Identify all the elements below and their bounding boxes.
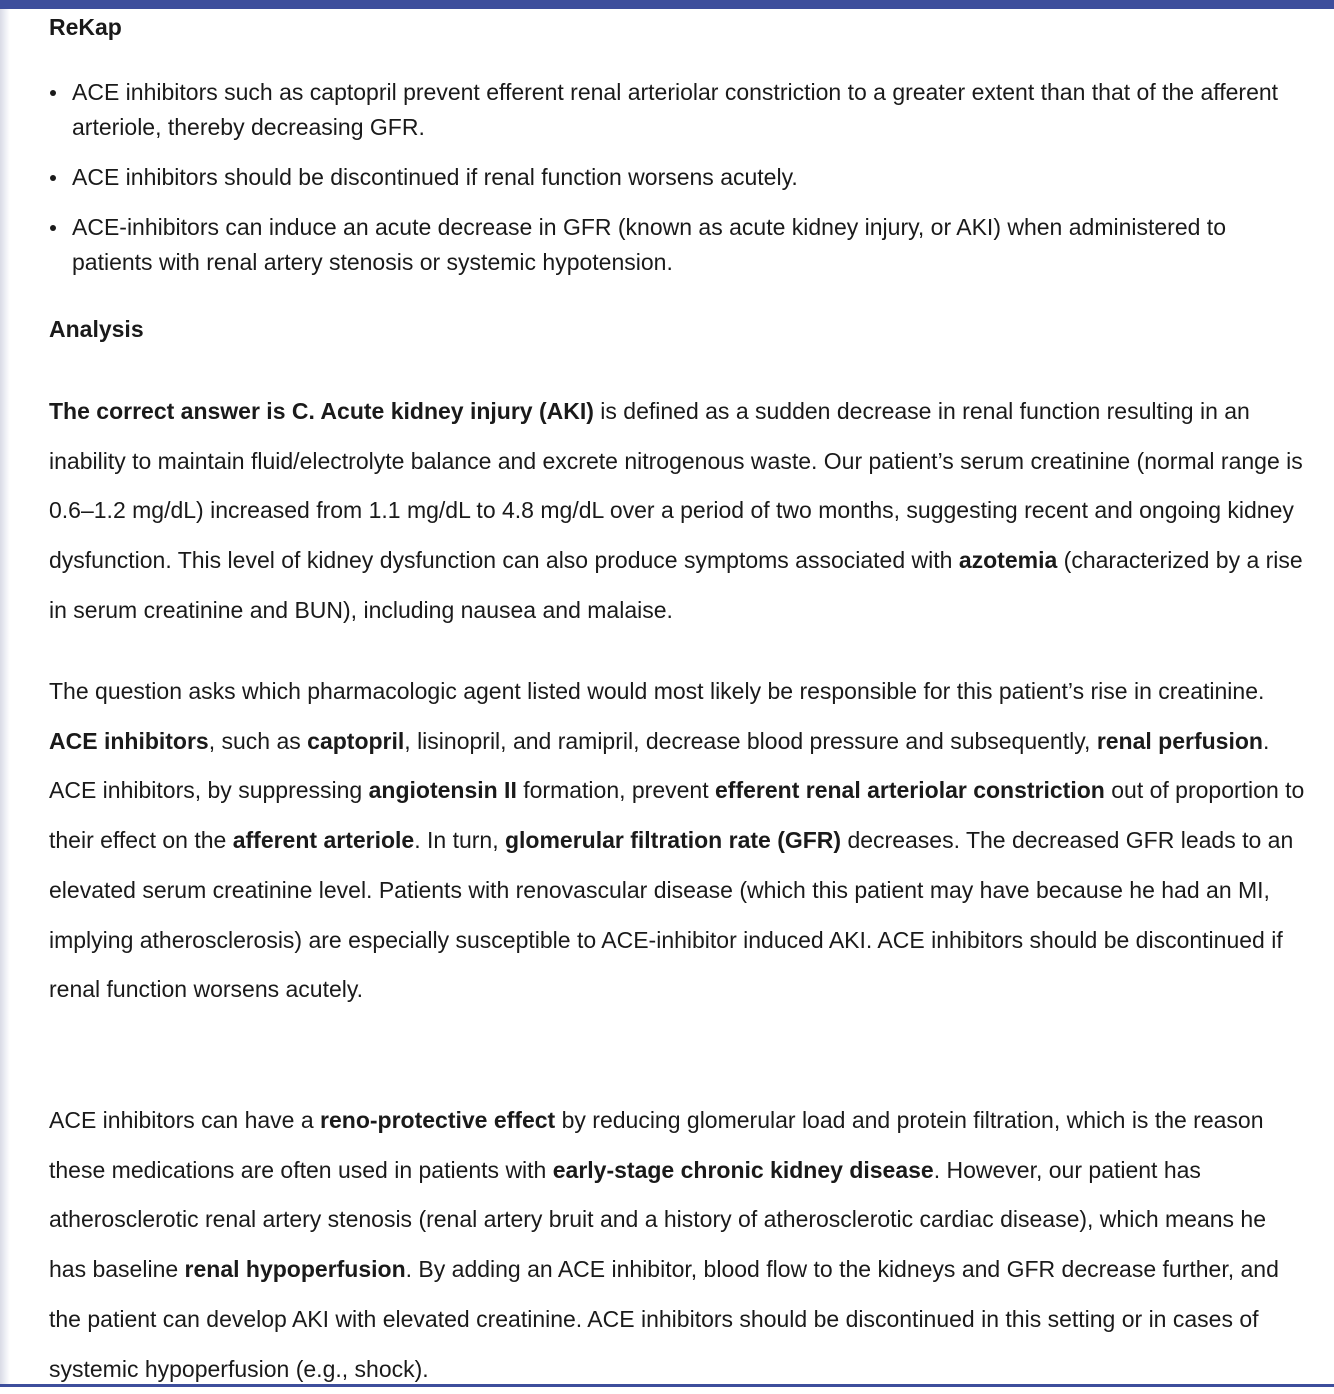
key-term: efferent renal arteriolar constriction bbox=[715, 777, 1105, 804]
rekap-item: ACE inhibitors should be discontinued if renal function worsens acutely. bbox=[49, 160, 1309, 195]
key-term: early-stage chronic kidney disease bbox=[552, 1156, 934, 1183]
key-term: renal perfusion bbox=[1096, 727, 1263, 754]
text-run: decreases. The decreased GFR leads to an elevated serum creatinine level. Patients with renovascular disease (which this patient may have because he had an MI, implying atherosclerosis) are especially susceptible to ACE-inhibitor induced AKI. ACE inhibitors should be discontinued if renal function worsens acutely. bbox=[49, 827, 1294, 1003]
key-term: azotemia bbox=[958, 547, 1058, 574]
analysis-paragraph-3 bbox=[49, 1096, 1309, 1394]
key-term: captopril bbox=[307, 727, 405, 754]
key-term: afferent arteriole bbox=[232, 827, 415, 854]
text-run: by reducing glomerular load and protein filtration, which is the reason these medications are often used in patients with bbox=[49, 1107, 1264, 1183]
text-run: . However, our patient has atherosclerotic renal artery stenosis (renal artery bruit and a history of atherosclerotic cardiac disease), which means he has baseline bbox=[49, 1156, 1267, 1283]
key-term: angiotensin II bbox=[368, 777, 517, 804]
rekap-item: ACE-inhibitors can induce an acute decrease in GFR (known as acute kidney injury, or AKI) when administered to patients with renal artery stenosis or systemic hypotension. bbox=[49, 210, 1309, 280]
text-run: (characterized by a rise in serum creatinine and BUN), including nausea and malaise. bbox=[49, 547, 1303, 623]
text-run: ACE inhibitors can have a bbox=[49, 1107, 321, 1133]
key-term: renal hypoperfusion bbox=[184, 1256, 406, 1283]
analysis-paragraph-1 bbox=[49, 387, 1309, 636]
text-run: The question asks which pharmacologic agent listed would most likely be responsible for this patient’s rise in creatinine. bbox=[49, 678, 1265, 704]
rekap-list bbox=[49, 75, 1309, 295]
text-run: , lisinopril, and ramipril, decrease blood pressure and subsequently, bbox=[404, 727, 1097, 754]
key-term: reno-protective effect bbox=[320, 1107, 556, 1133]
analysis-paragraph-2 bbox=[49, 667, 1309, 1015]
text-run: formation, prevent bbox=[516, 777, 715, 804]
text-run: . In turn, bbox=[414, 827, 505, 854]
rekap-item: ACE inhibitors such as captopril prevent efferent renal arteriolar constriction to a greater extent than that of the afferent arteriole, thereby decreasing GFR. bbox=[49, 75, 1309, 145]
correct-answer-statement: The correct answer is C. Acute kidney injury (AKI) bbox=[49, 398, 594, 424]
text-run: is defined as a sudden decrease in renal function resulting in an inability to maintain fluid/electrolyte balance and excrete nitrogenous waste. Our patient’s serum creatinine (normal range is 0.6–1.2 mg/dL) increased from 1.1 mg/dL to 4.8 mg/dL over a period of two months, suggesting recent and ongoing kidney dysfunction. This level of kidney dysfunction can also produce symptoms associated with bbox=[49, 398, 1303, 574]
text-run: , such as bbox=[208, 727, 308, 754]
left-scroll-edge bbox=[0, 9, 10, 1387]
analysis-heading: Analysis bbox=[49, 316, 144, 342]
top-accent-bar bbox=[0, 0, 1334, 9]
rekap-heading: ReKap bbox=[49, 14, 122, 40]
text-run: . By adding an ACE inhibitor, blood flow to the kidneys and GFR decrease further, and the patient can develop AKI with elevated creatinine. ACE inhibitors should be discontinued in this setting or in cases of systemic hypoperfusion (e.g., shock). bbox=[49, 1256, 1279, 1382]
text-run: out of proportion to their effect on the bbox=[49, 777, 1305, 854]
key-term: ACE inhibitors bbox=[49, 727, 209, 754]
key-term: glomerular filtration rate (GFR) bbox=[504, 827, 842, 854]
text-run: . ACE inhibitors, by suppressing bbox=[49, 727, 1270, 804]
